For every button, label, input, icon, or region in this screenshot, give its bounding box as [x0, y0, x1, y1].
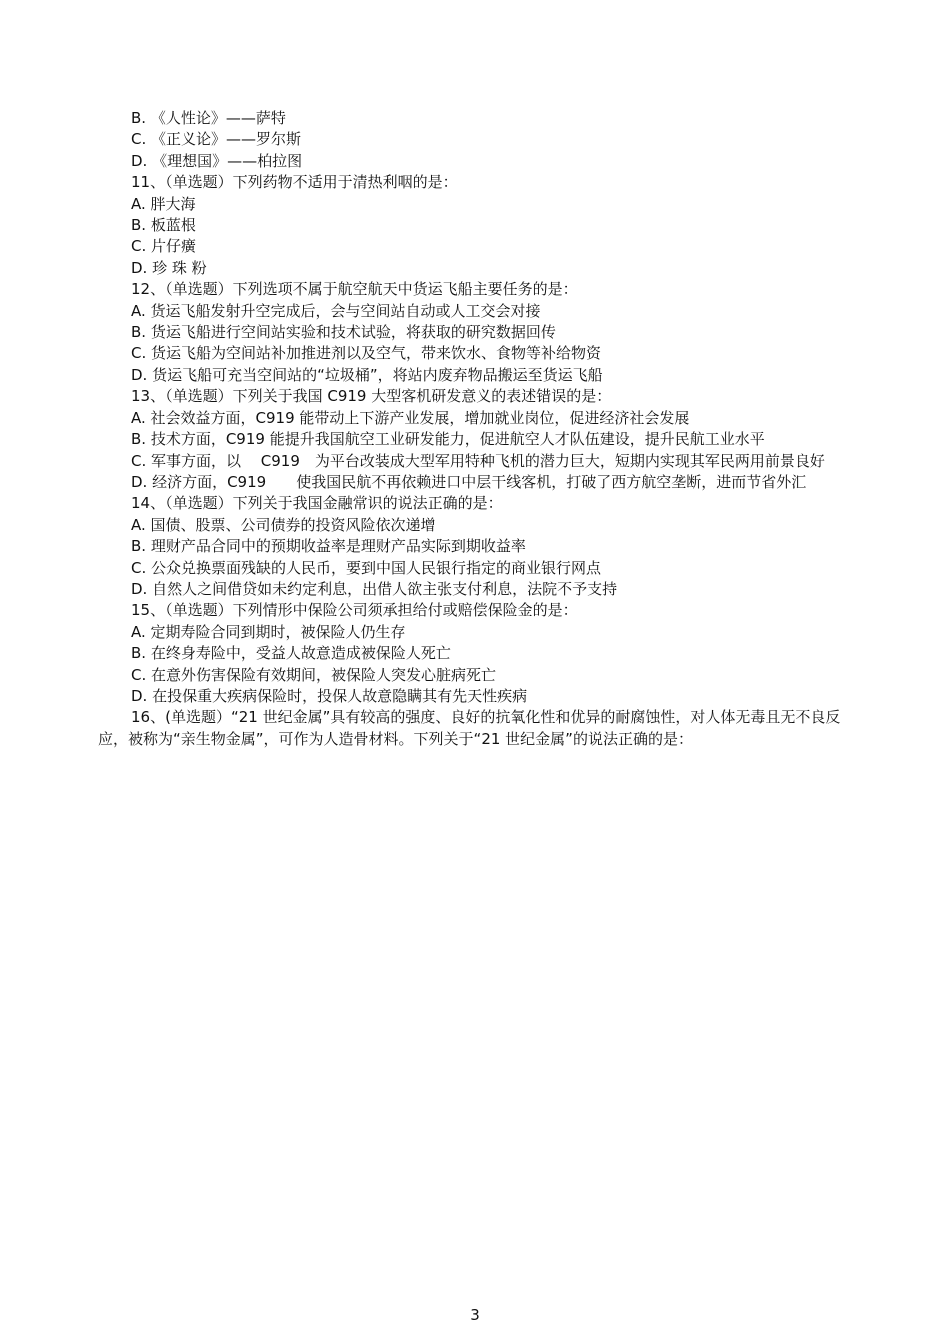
option-line: C. 货运飞船为空间站补加推进剂以及空气，带来饮水、食物等补给物资 — [131, 344, 602, 363]
option-line: D. 自然人之间借贷如未约定利息，出借人欲主张支付利息，法院不予支持 — [131, 579, 618, 598]
page-number: 3 — [470, 1306, 480, 1324]
option-line: A. 胖大海 — [131, 194, 196, 213]
document-body — [98, 108, 868, 750]
option-line: A. 国债、股票、公司债券的投资风险依次递增 — [131, 515, 436, 534]
question-line: 14、（单选题）下列关于我国金融常识的说法正确的是： — [131, 494, 503, 513]
question-line: 11、（单选题）下列药物不适用于清热利咽的是： — [131, 173, 458, 192]
option-line: B. 技术方面，C919 能提升我国航空工业研发能力，促进航空人才队伍建设，提升民航工业水平 — [131, 430, 765, 449]
option-line: B. 理财产品合同中的预期收益率是理财产品实际到期收益率 — [131, 537, 526, 556]
option-line: C. 《正义论》——罗尔斯 — [131, 130, 302, 149]
option-line: C. 片仔癀 — [131, 237, 197, 256]
option-line: A. 定期寿险合同到期时，被保险人仍生存 — [131, 622, 406, 641]
option-line: B. 在终身寿险中，受益人故意造成被保险人死亡 — [131, 644, 451, 663]
option-line: D. 货运飞船可充当空间站的“垃圾桶”，将站内废弃物品搬运至货运飞船 — [131, 365, 603, 384]
option-line: D. 珍 珠 粉 — [131, 258, 207, 277]
option-line: B. 《人性论》——萨特 — [131, 109, 286, 127]
question-line: 13、（单选题）下列关于我国 C919 大型客机研发意义的表述错误的是： — [131, 387, 612, 406]
option-line: D. 在投保重大疾病保险时，投保人故意隐瞒其有先天性疾病 — [131, 686, 528, 705]
option-line: C. 军事方面，以 C919 为平台改装成大型军用特种飞机的潜力巨大，短期内实现其军民两用前景良好 — [131, 451, 825, 470]
option-line: A. 货运飞船发射升空完成后，会与空间站自动或人工交会对接 — [131, 301, 541, 320]
option-line: C. 在意外伤害保险有效期间，被保险人突发心脏病死亡 — [131, 665, 497, 684]
option-line: D. 经济方面，C919 使我国民航不再依赖进口中层干线客机，打破了西方航空垄断，进而节省外汇 — [131, 472, 807, 491]
option-line: B. 货运飞船进行空间站实验和技术试验，将获取的研究数据回传 — [131, 323, 556, 342]
option-line: D. 《理想国》——柏拉图 — [131, 151, 303, 170]
question-line: 16、(单选题）“21 世纪金属”具有较高的强度、良好的抗氧化性和优异的耐腐蚀性，对人体无毒且无不良反应，被称为“亲生物金属”，可作为人造骨材料。下列关于“21 世纪金属”的说法正确的是： — [98, 708, 841, 748]
option-line: A. 社会效益方面，C919 能带动上下游产业发展，增加就业岗位，促进经济社会发展 — [131, 408, 690, 427]
question-line: 15、（单选题）下列情形中保险公司须承担给付或赔偿保险金的是： — [131, 601, 578, 620]
option-line: C. 公众兑换票面残缺的人民币，要到中国人民银行指定的商业银行网点 — [131, 558, 602, 577]
option-line: B. 板蓝根 — [131, 216, 196, 235]
question-line: 12、（单选题）下列选项不属于航空航天中货运飞船主要任务的是： — [131, 280, 578, 299]
